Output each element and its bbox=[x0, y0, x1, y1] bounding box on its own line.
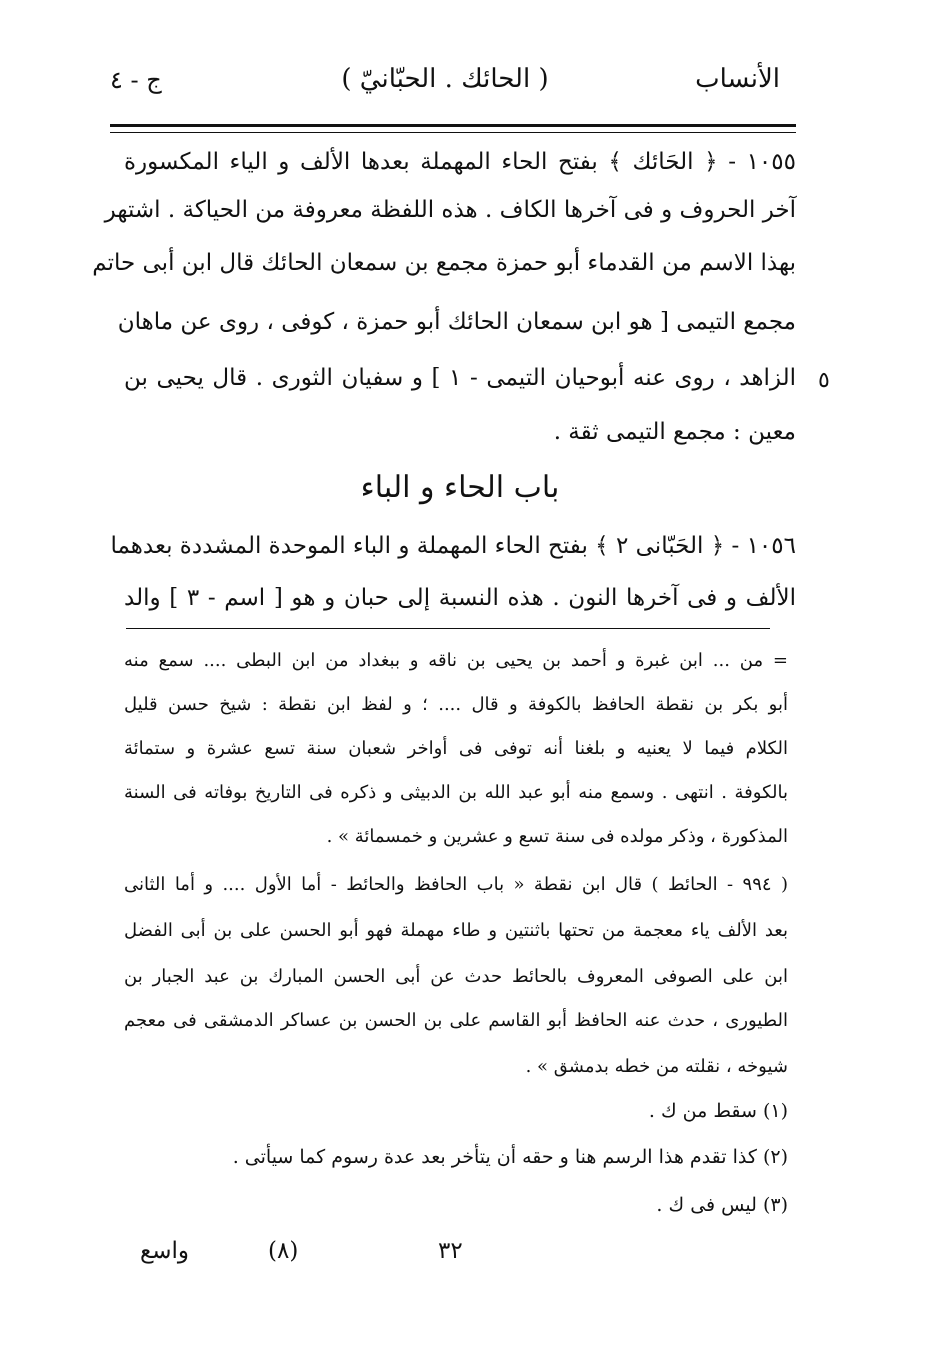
note-line: بعد الألف ياء معجمة من تحتها باثنتين و طاء مهملة فهو أبو الحسن على بن أبى الفضل bbox=[124, 920, 788, 941]
entry-1055-line: معين : مجمع التيمى ثقة . bbox=[553, 419, 796, 445]
footer-printer: واسع bbox=[140, 1238, 190, 1264]
footer-signature: (٨) bbox=[268, 1238, 299, 1264]
footer-page-number: ٣٢ bbox=[438, 1238, 463, 1264]
note-line: ( ٩٩٤ - الحائط ) قال ابن نقطة « باب الحافظ والحائط - أما الأول .... و أما الثانى bbox=[124, 874, 788, 895]
note-line: بالكوفة . انتهى . وسمع منه أبو عبد الله بن الدبيثى و ذكره فى التاريخ بوفاته فى السنة bbox=[124, 782, 788, 803]
note-line: المذكورة ، وذكر مولده فى سنة تسع و عشرين و خمسمائة » . bbox=[326, 826, 788, 847]
note-line: أبو بكر بن نقطة الحافظ بالكوفة و قال .... ؛ و لفظ ابن نقطة : شيخ حسن قليل bbox=[124, 694, 788, 715]
entry-1055-line: مجمع التيمى [ هو ابن سمعان الحائك أبو حمزة ، كوفى ، روى عن ماهان bbox=[117, 309, 796, 335]
header-entries: ( الحائك . الحبّانيّ ) bbox=[341, 64, 549, 94]
header-volume: ج - ٤ bbox=[110, 66, 162, 94]
margin-line-number: ٥ bbox=[818, 368, 830, 393]
entry-1055-line: ١٠٥٥ - ﴿ الحَائك ﴾ بفتح الحاء المهملة بعدها الألف و الياء المكسورة bbox=[124, 149, 796, 175]
running-header bbox=[110, 64, 780, 104]
header-book-title: الأنساب bbox=[695, 64, 780, 94]
section-title: باب الحاء و الباء bbox=[360, 470, 560, 505]
entry-1055-line: الزاهد ، روى عنه أبوحيان التيمى - ١ ] و سفيان الثورى . قال يحيى بن bbox=[124, 365, 796, 391]
entry-1056-line: الألف و فى آخرها النون . هذه النسبة إلى حبان و هو [ اسم - ٣ ] والد bbox=[124, 585, 796, 611]
note-line: ابن على الصوفى المعروف بالحائط حدث عن أبى الحسن المبارك بن عبد الجبار بن bbox=[124, 966, 788, 987]
entry-1055-line: بهذا الاسم من القدماء أبو حمزة مجمع بن سمعان الحائك قال ابن أبى حاتم bbox=[92, 250, 796, 276]
footnote: (١) سقط من ك . bbox=[648, 1100, 788, 1122]
note-line: شيوخه ، نقلته من خطه بدمشق » . bbox=[525, 1056, 788, 1077]
notes-separator bbox=[126, 628, 770, 629]
footnote: (٢) كذا تقدم هذا الرسم هنا و حقه أن يتأخر بعد عدة رسوم كما سيأتى . bbox=[232, 1146, 788, 1168]
page-footer bbox=[130, 1238, 530, 1278]
note-line: = من ... ابن غبرة و أحمد بن يحيى بن ناقه و ببغداد من ابن البطى .... سمع منه bbox=[124, 650, 788, 671]
header-rule-thick bbox=[110, 124, 796, 127]
entry-1055-line: آخر الحروف و فى آخرها الكاف . هذه اللفظة معروفة من الحياكة . اشتهر bbox=[104, 197, 796, 223]
footnote: (٣) ليس فى ك . bbox=[656, 1194, 788, 1216]
note-line: الكلام فيما لا يعنيه و بلغنا أنه توفى فى أواخر شعبان سنة تسع عشرة و ستمائة bbox=[124, 738, 788, 759]
header-rule-thin bbox=[110, 132, 796, 133]
note-line: الطيورى ، حدث عنه الحافظ أبو القاسم على بن الحسن بن عساكر الدمشقى فى معجم bbox=[124, 1010, 788, 1031]
entry-1056-line: ١٠٥٦ - ﴿ الحَبّانى ٢ ﴾ بفتح الحاء المهملة و الباء الموحدة المشددة بعدهما bbox=[110, 533, 796, 559]
